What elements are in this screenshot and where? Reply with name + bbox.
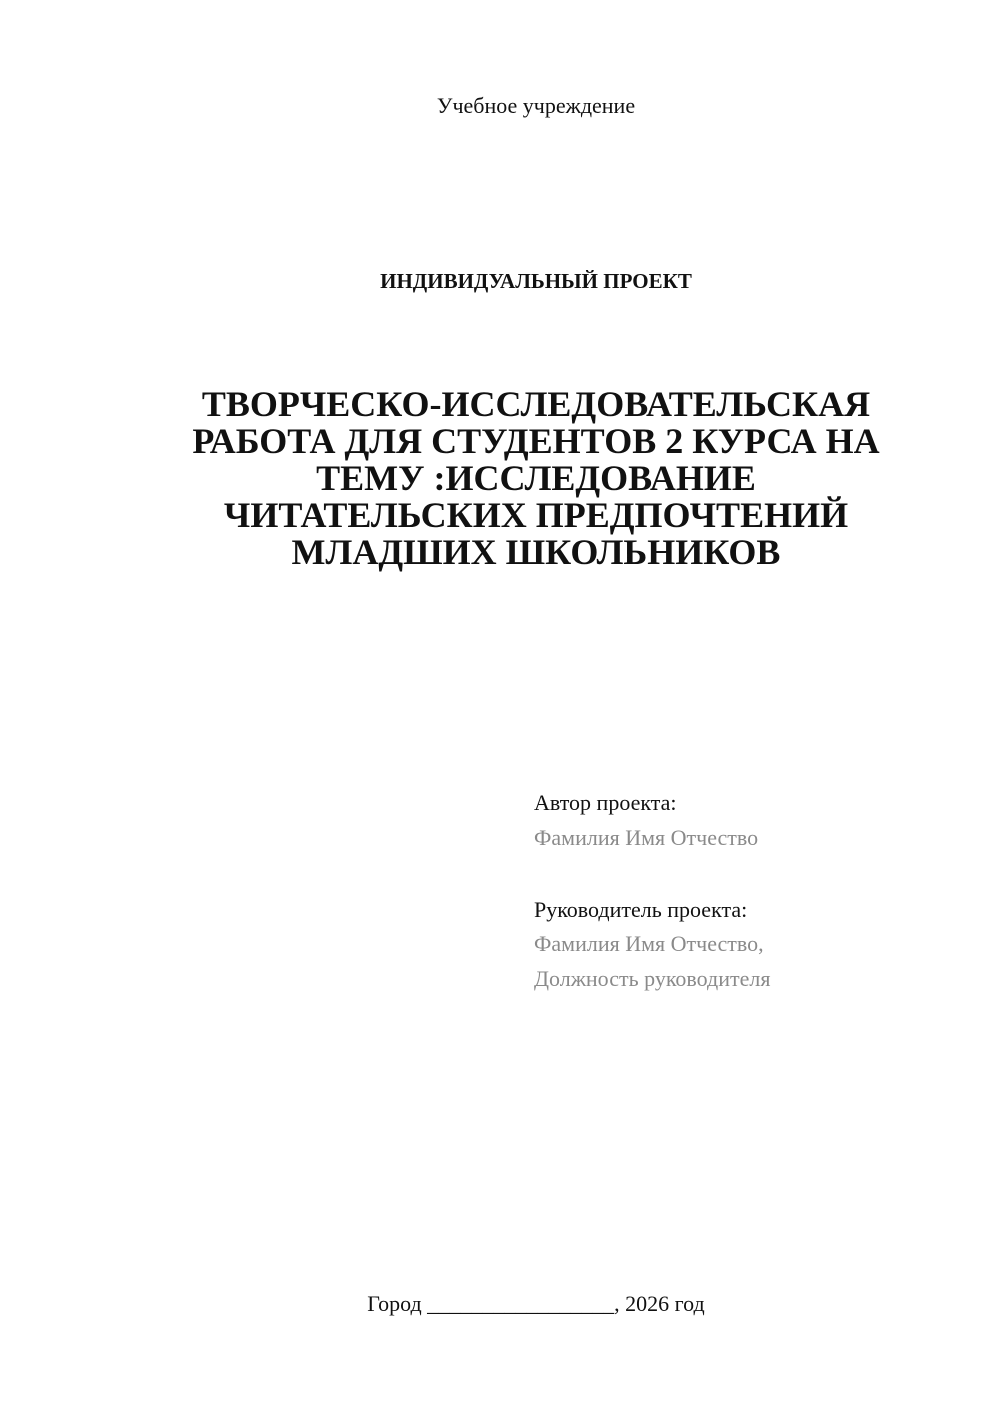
supervisor-position-placeholder: Должность руководителя [534,966,771,991]
project-title [150,386,922,571]
city-year-line: Город _________________, 2026 год [367,1291,705,1316]
title-line: ТВОРЧЕСКО-ИССЛЕДОВАТЕЛЬСКАЯ [201,384,871,424]
supervisor-label: Руководитель проекта: [534,897,748,922]
title-line: ТЕМУ :ИССЛЕДОВАНИЕ [316,458,756,498]
author-name-placeholder: Фамилия Имя Отчество [534,825,759,850]
title-line: РАБОТА ДЛЯ СТУДЕНТОВ 2 КУРСА НА [192,421,880,461]
author-label: Автор проекта: [534,790,677,815]
title-line: МЛАДШИХ ШКОЛЬНИКОВ [291,532,781,572]
institution-name: Учебное учреждение [436,93,636,118]
document-type: ИНДИВИДУАЛЬНЫЙ ПРОЕКТ [380,269,692,293]
title-line: ЧИТАТЕЛЬСКИХ ПРЕДПОЧТЕНИЙ [223,495,849,535]
supervisor-name-placeholder: Фамилия Имя Отчество, [534,931,764,956]
